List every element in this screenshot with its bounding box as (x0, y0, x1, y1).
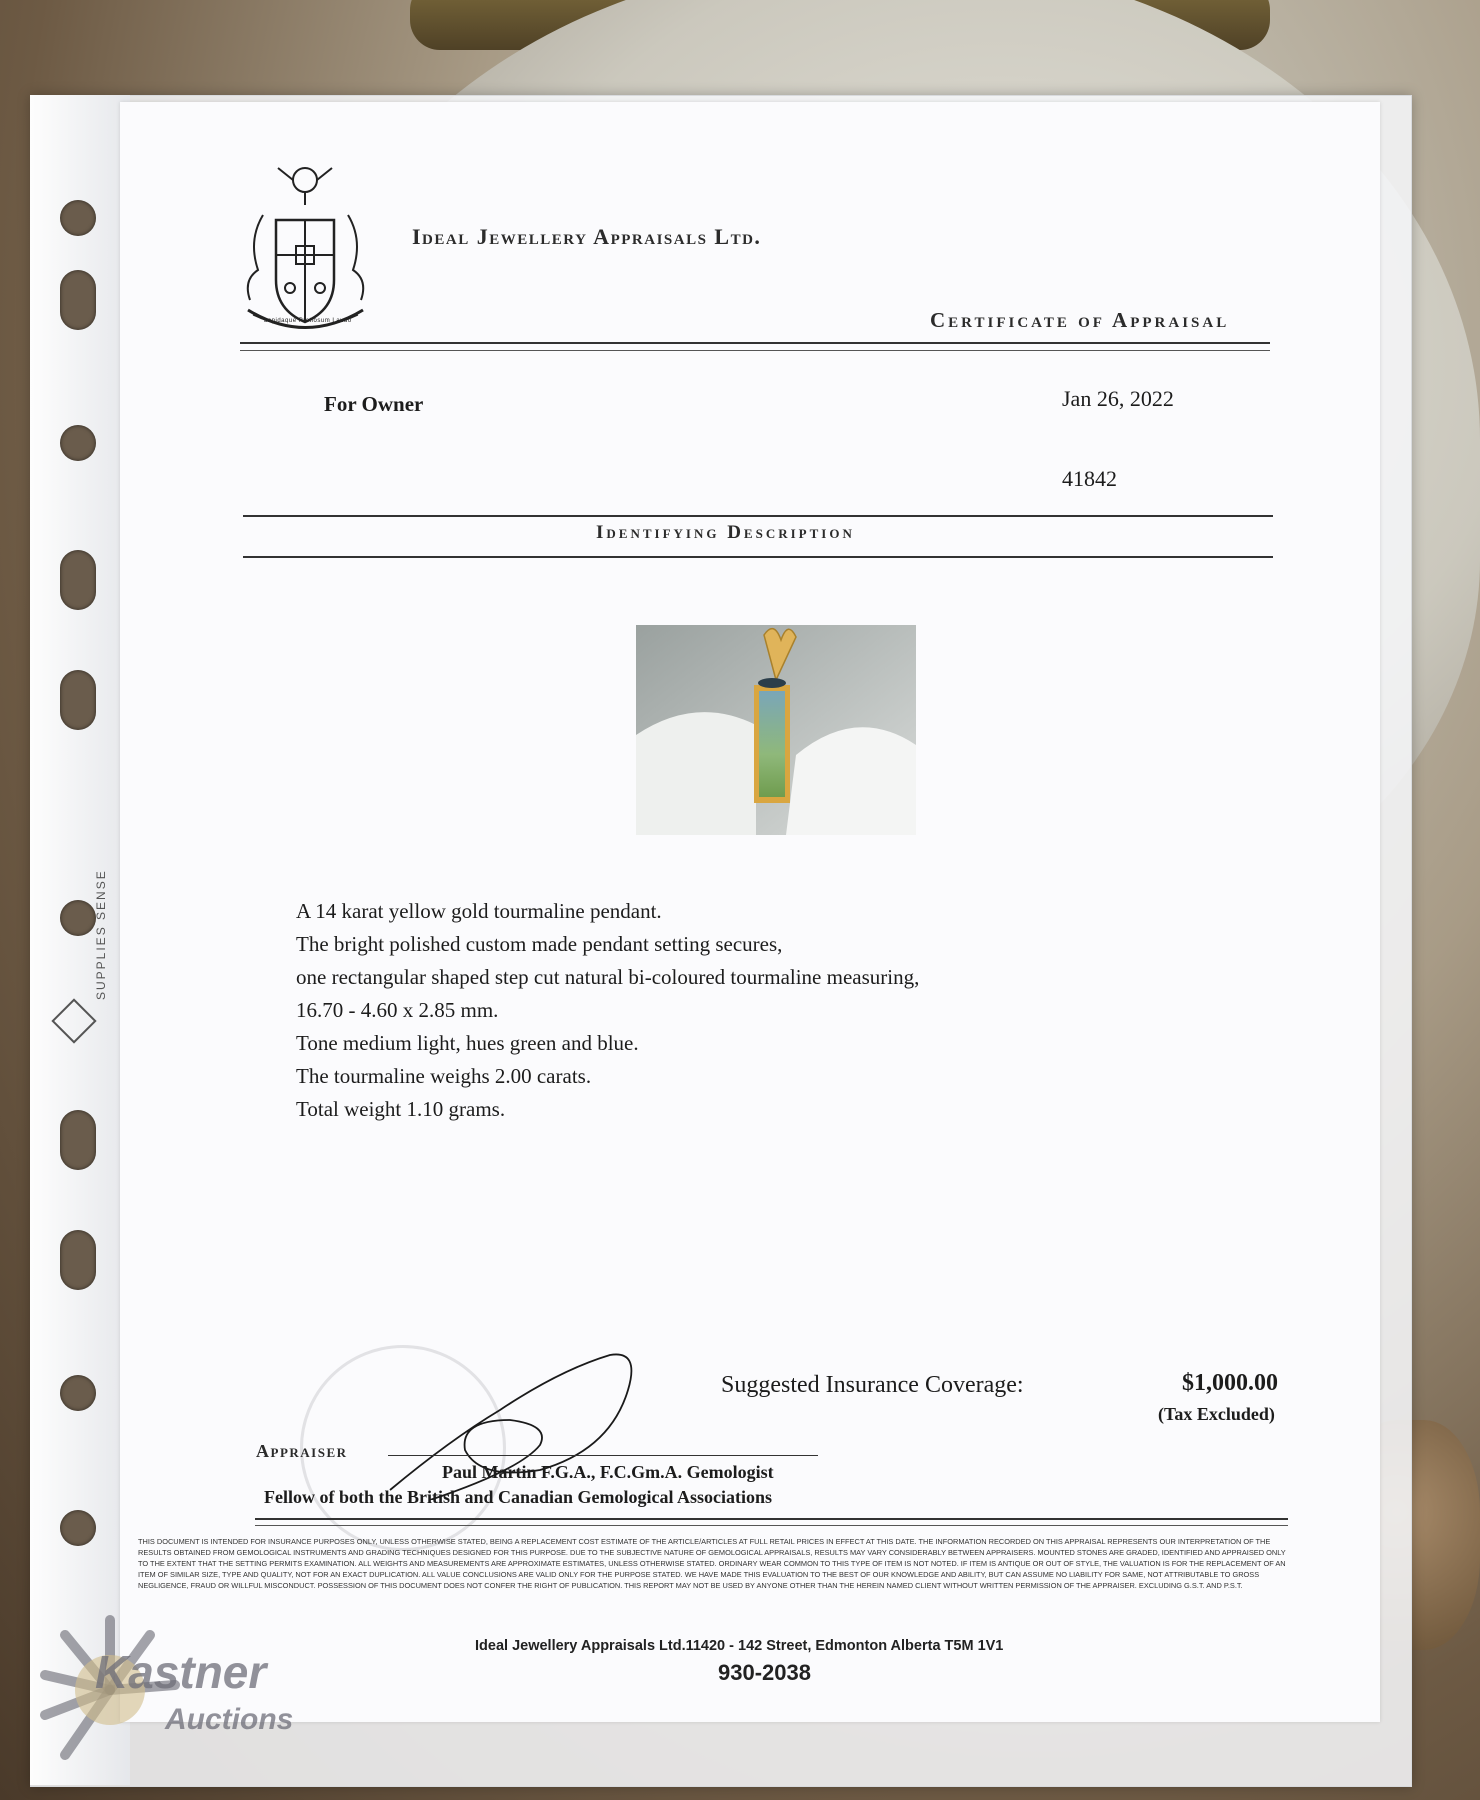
insurance-note: (Tax Excluded) (1158, 1404, 1275, 1424)
insurance-value: $1,000.00 (1182, 1370, 1278, 1396)
company-name: Ideal Jewellery Appraisals Ltd. (412, 224, 762, 249)
footer-rule (255, 1525, 1288, 1526)
description-line: one rectangular shaped step cut natural bi-coloured tourmaline measuring, (296, 965, 920, 989)
binder-hole (60, 1375, 96, 1411)
signature-line (388, 1455, 818, 1456)
coat-of-arms-icon (238, 160, 373, 335)
description-line: Total weight 1.10 grams. (296, 1097, 506, 1121)
watermark-line1: Kastner (95, 1646, 267, 1698)
binder-hole (60, 200, 96, 236)
sleeve-brand: SUPPLIES SENSE (94, 869, 108, 1000)
legal-disclaimer: THIS DOCUMENT IS INTENDED FOR INSURANCE PURPOSES ONLY, UNLESS OTHERWISE STATED, BEING A REPLACEMENT COST ESTIMATE OF THE ARTICLE/ARTICLES AT FULL RETAIL PRICES IN EFFECT AT THIS DATE. THE INFORMATION RECORDED ON THIS APPRAISAL REPRESENTS OUR INTERPRETATION OF THE RESULTS OBTAINED FROM GEMOLOGICAL INSTRUMENTS AND GRADING TECHNIQUES DESIGNED FOR THIS PURPOSE. DUE TO THE SUBJECTIVE NATURE OF GEMOLOGICAL APPRAISALS, RESULTS MAY VARY CONSIDERABLY BETWEEN APPRAISERS. MOUNTED STONES ARE GRADED, IDENTIFIED AND APPRAISED ONLY TO THE EXTENT THAT THE SETTING PERMITS EXAMINATION. ALL WEIGHTS AND MEASUREMENTS ARE APPROXIMATE ESTIMATES, UNLESS OTHERWISE STATED. ORDINARY WEAR COMMON TO THIS TYPE OF ITEM IS NOT NOTED. IF ITEM IS ANTIQUE OR OUT OF STYLE, THE VALUATION IS FOR THE REPLACEMENT OF AN ITEM OF SIMILAR SIZE, TYPE AND QUALITY, NOT FOR AN EXACT DUPLICATION. ALL VALUE CONCLUSIONS ARE VALID ONLY FOR THE PURPOSE STATED. WE HAVE MADE THIS EVALUATION TO THE BEST OF OUR KNOWLEDGE AND ABILITY, BUT CAN ASSUME NO LIABILITY FOR SAME, NOT ATTRIBUTABLE TO GROSS NEGLIGENCE, FRAUD OR WILLFUL MISCONDUCT. POSSESSION OF THIS DOCUMENT DOES NOT CONFER THE RIGHT OF PUBLICATION. THIS REPORT MAY NOT BE USED BY ANYONE OTHER THAN THE HEREIN NAMED CLIENT WITHOUT WRITTEN PERMISSION OF THE APPRAISER. EXCLUDING G.S.T. AND P.S.T. (138, 1537, 1286, 1590)
section-title: Identifying Description (596, 522, 855, 543)
description-line: A 14 karat yellow gold tourmaline pendant. (296, 899, 662, 923)
description-line: 16.70 - 4.60 x 2.85 mm. (296, 998, 499, 1022)
auction-watermark (25, 1595, 295, 1775)
appraisal-number: 41842 (1062, 466, 1117, 491)
binder-hole (60, 1510, 96, 1546)
company-phone: 930-2038 (718, 1660, 811, 1685)
description-line: The tourmaline weighs 2.00 carats. (296, 1064, 592, 1088)
binder-hole (60, 900, 96, 936)
owner-label: For Owner (324, 392, 424, 416)
company-address: Ideal Jewellery Appraisals Ltd.11420 - 142 Street, Edmonton Alberta T5M 1V1 (475, 1638, 1004, 1654)
footer-rule (255, 1518, 1288, 1520)
crest-motto: Lapidaque Pretiosum Laudo (264, 318, 352, 324)
header-rule (240, 350, 1270, 351)
appraiser-credentials: Fellow of both the British and Canadian Gemological Associations (264, 1487, 773, 1507)
section-rule (243, 515, 1273, 517)
appraiser-label: Appraiser (256, 1441, 348, 1461)
binder-hole (60, 1110, 96, 1170)
binder-hole (60, 670, 96, 730)
pendant-photo (636, 625, 916, 835)
document-type: Certificate of Appraisal (930, 308, 1230, 332)
binder-hole (60, 1230, 96, 1290)
item-description (296, 895, 1196, 1126)
binder-hole (60, 425, 96, 461)
appraiser-name: Paul Martin F.G.A., F.C.Gm.A. Gemologist (442, 1462, 774, 1482)
binder-hole (60, 270, 96, 330)
header-rule (240, 342, 1270, 344)
section-rule (243, 556, 1273, 558)
watermark-line2: Auctions (165, 1703, 294, 1736)
insurance-label: Suggested Insurance Coverage: (721, 1372, 1024, 1398)
description-line: Tone medium light, hues green and blue. (296, 1031, 639, 1055)
appraisal-date: Jan 26, 2022 (1062, 386, 1174, 411)
description-line: The bright polished custom made pendant setting secures, (296, 932, 783, 956)
binder-hole (60, 550, 96, 610)
